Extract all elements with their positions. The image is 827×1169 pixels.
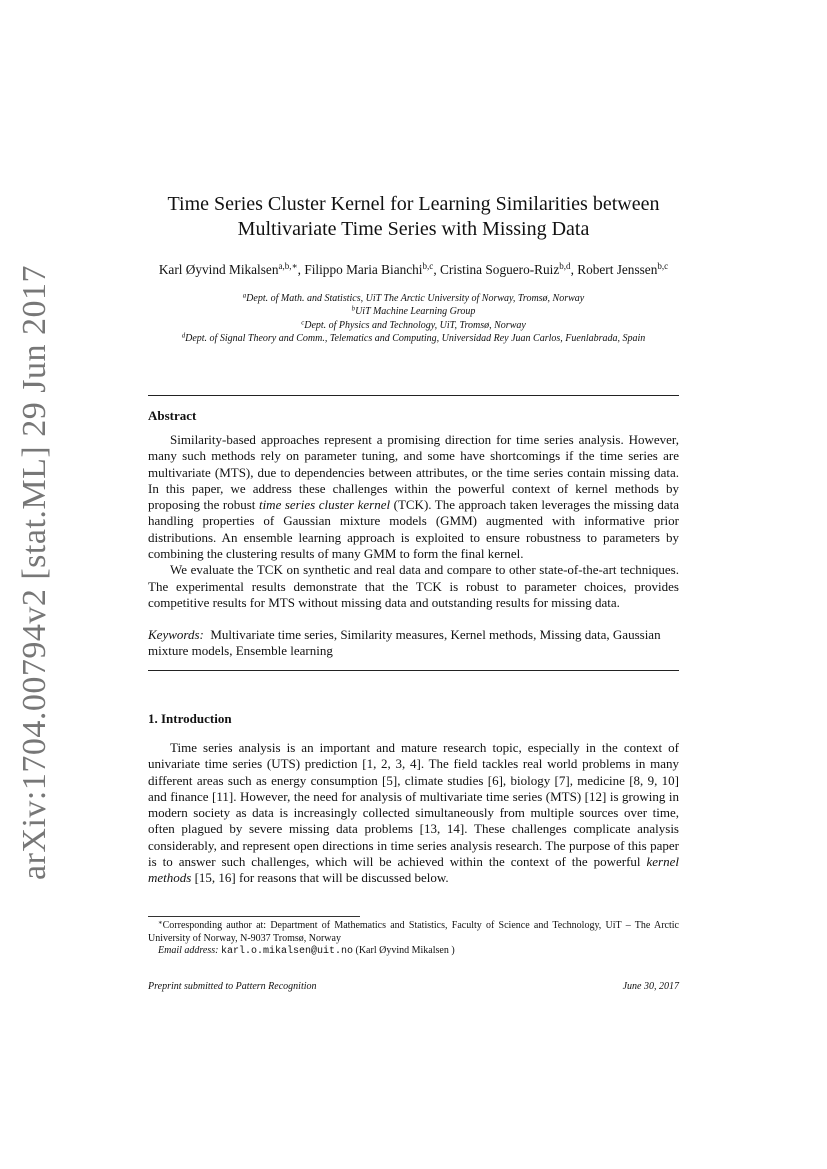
affiliation-c: $^c$Dept. of Physics and Technology, UiT, Tromsø, Norway: [301, 318, 526, 331]
title-line-2: Multivariate Time Series with Missing Data: [237, 218, 590, 240]
abstract-top-rule: [148, 395, 679, 396]
footnote-corresponding-author: ∗Corresponding author at: Department of Mathematics and Statistics, Faculty of Science and Technology, UiT – The Arctic University of Norway, N-9037 Tromsø, Norway: [148, 919, 679, 944]
abstract-paragraph-1: Similarity-based approaches represent a promising direction for time series analysis. However, many such methods rely on parameter tuning, and some have shortcomings if the time series are multivariate (MTS), due to dependencies between attributes, or the time series contain missing data. In this paper, we address these challenges within the powerful context of kernel methods by proposing the robust time series cluster kernel (TCK). The approach taken leverages the missing data handling properties of Gaussian mixture models (GMM) augmented with informative prior distributions. An ensemble learning approach is exploited to ensure robustness to parameters by combining the clustering results of many GMM to form the final kernel.: [148, 432, 679, 562]
author-4: Robert Jenssen$^{b,c}$: [577, 261, 669, 277]
footnote-email: Email address: karl.o.mikalsen@uit.no (Karl Øyvind Mikalsen ): [158, 945, 455, 958]
author-1: Karl Øyvind Mikalsen$^{a,b,∗}$,: [158, 261, 305, 277]
abstract-paragraph-2: We evaluate the TCK on synthetic and real data and compare to other state-of-the-art techniques. The experimental results demonstrate that the TCK is robust to parameter choices, provides competitive results for MTS without missing data and outstanding results for missing data.: [148, 562, 679, 610]
affiliations: [100, 292, 727, 345]
introduction-heading: 1. Introduction: [148, 711, 232, 726]
arxiv-identifier: arXiv:1704.00794v2 [stat.ML] 29 Jun 2017: [16, 265, 53, 880]
footer-journal: Preprint submitted to Pattern Recognition: [148, 981, 317, 992]
affiliation-b: $^b$UiT Machine Learning Group: [351, 305, 476, 318]
affiliation-d: $^d$Dept. of Signal Theory and Comm., Telematics and Computing, Universidad Rey Juan Carlos, Fuenlabrada, Spain: [181, 332, 646, 344]
page-footer: [148, 981, 679, 992]
introduction-body: [148, 740, 679, 887]
title-line-1: Time Series Cluster Kernel for Learning Similarities between: [167, 193, 660, 215]
keywords: [148, 627, 679, 660]
footnote: [148, 920, 679, 959]
footnote-rule: [148, 916, 360, 917]
email-address[interactable]: karl.o.mikalsen@uit.no: [220, 946, 353, 958]
author-list: [100, 262, 727, 278]
abstract-body: [148, 432, 679, 611]
paper-title: [148, 192, 679, 242]
keywords-text: Multivariate time series, Similarity measures, Kernel methods, Missing data, Gaussian mixture models, Ensemble learning: [148, 627, 661, 659]
footer-date: June 30, 2017: [622, 981, 679, 992]
author-3: Cristina Soguero-Ruiz$^{b,d}$,: [439, 261, 578, 277]
introduction-paragraph: Time series analysis is an important and mature research topic, especially in the context of univariate time series (UTS) prediction [1, 2, 3, 4]. The field tackles real world problems in many different areas such as energy consumption [5], climate studies [6], biology [7], medicine [8, 9, 10] and finance [11]. However, the need for analysis of multivariate time series (MTS) [12] is growing in modern society as data is increasingly collected simultaneously from multiple sources over time, often plagued by severe missing data problems [13, 14]. These challenges complicate analysis considerably, and represent open directions in time series analysis research. The purpose of this paper is to answer such challenges, which will be achieved within the context of the powerful kernel methods [15, 16] for reasons that will be discussed below.: [148, 740, 679, 886]
affiliation-a: $^a$Dept. of Math. and Statistics, UiT The Arctic University of Norway, Tromsø, Norway: [242, 292, 585, 304]
abstract-bottom-rule: [148, 670, 679, 671]
keywords-label: Keywords:: [148, 627, 204, 642]
author-2: Filippo Maria Bianchi$^{b,c}$,: [304, 261, 440, 277]
abstract-heading: Abstract: [148, 408, 197, 423]
